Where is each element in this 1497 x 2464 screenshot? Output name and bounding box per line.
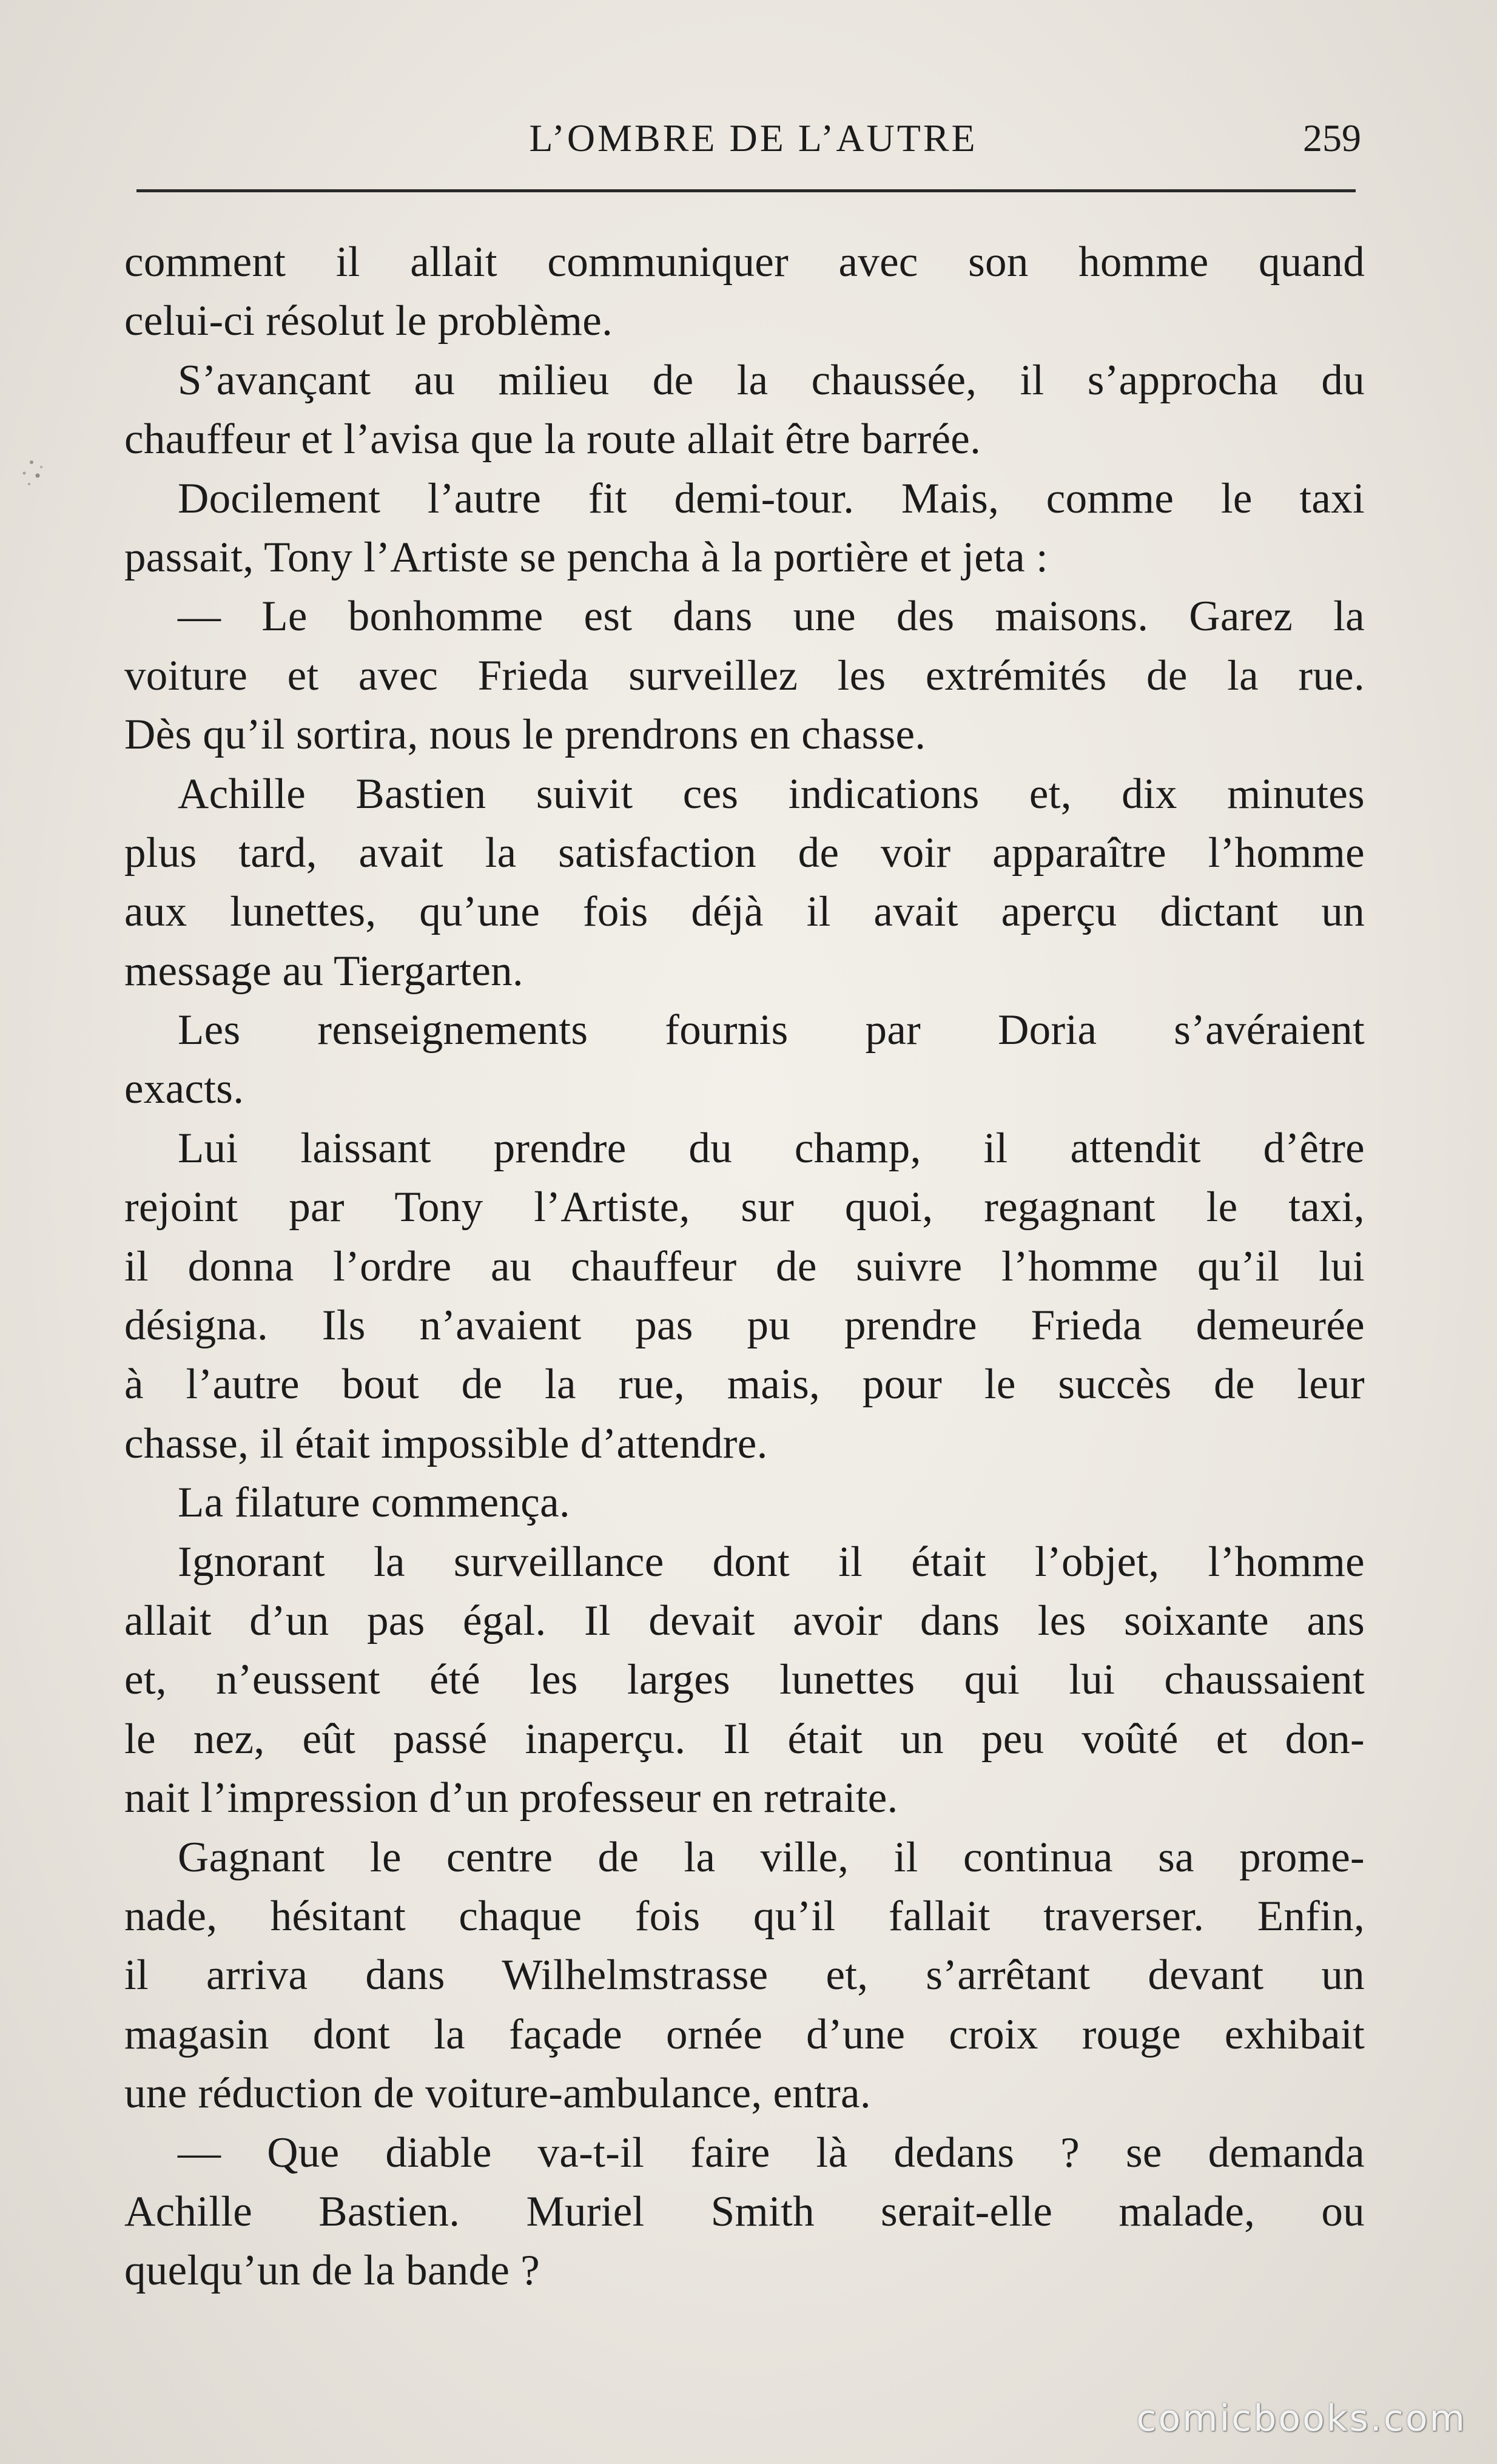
text-line: à l’autre bout de la rue, mais, pour le succès de leur [124, 1361, 1365, 1409]
text-line: il arriva dans Wilhelmstrasse et, s’arrêtant devant un [124, 1951, 1365, 1999]
text-line: nade, hésitant chaque fois qu’il fallait traverser. Enfin, [124, 1892, 1365, 1940]
text-line: comment il allait communiquer avec son homme quand [124, 238, 1365, 286]
text-line: aux lunettes, qu’une fois déjà il avait aperçu dictant un [124, 888, 1365, 936]
paper-blemish-icon [13, 449, 56, 497]
text-line: Docilement l’autre fit demi-tour. Mais, comme le taxi [178, 474, 1365, 522]
text-line: Achille Bastien. Muriel Smith serait-elle malade, ou [124, 2187, 1365, 2235]
text-line: Lui laissant prendre du champ, il attendit d’être [178, 1124, 1365, 1172]
page-number: 259 [1303, 116, 1361, 160]
text-line: quelqu’un de la bande ? [124, 2247, 540, 2295]
text-line: Dès qu’il sortira, nous le prendrons en chasse. [124, 711, 926, 759]
text-line: magasin dont la façade ornée d’une croix rouge exhibait [124, 2010, 1365, 2058]
text-line: passait, Tony l’Artiste se pencha à la portière et jeta : [124, 533, 1048, 581]
text-line: plus tard, avait la satisfaction de voir apparaître l’homme [124, 829, 1365, 877]
text-line: S’avançant au milieu de la chaussée, il s’approcha du [178, 356, 1365, 404]
body-text [124, 233, 1365, 2301]
running-header [135, 102, 1372, 175]
text-line: La filature commença. [178, 1479, 570, 1527]
text-line: chauffeur et l’avisa que la route allait être barrée. [124, 416, 981, 463]
watermark-text: comicbooks.com [1136, 2397, 1467, 2440]
text-line: et, n’eussent été les larges lunettes qui lui chaussaient [124, 1656, 1365, 1704]
text-line: Achille Bastien suivit ces indications et, dix minutes [178, 770, 1365, 818]
text-line: allait d’un pas égal. Il devait avoir dans les soixante ans [124, 1597, 1365, 1644]
running-title: L’OMBRE DE L’AUTRE [529, 116, 978, 160]
text-line: nait l’impression d’un professeur en retraite. [124, 1774, 898, 1822]
text-line: rejoint par Tony l’Artiste, sur quoi, regagnant le taxi, [124, 1183, 1365, 1231]
text-line: message au Tiergarten. [124, 947, 523, 995]
text-line: il donna l’ordre au chauffeur de suivre l’homme qu’il lui [124, 1242, 1365, 1290]
text-line: — Que diable va-t-il faire là dedans ? se demanda [178, 2129, 1365, 2176]
text-line: exacts. [124, 1065, 244, 1113]
text-line: désigna. Ils n’avaient pas pu prendre Frieda demeurée [124, 1302, 1365, 1350]
text-line: — Le bonhomme est dans une des maisons. Garez la [178, 593, 1365, 641]
text-line: voiture et avec Frieda surveillez les extrémités de la rue. [124, 651, 1365, 699]
text-line: le nez, eût passé inaperçu. Il était un peu voûté et don- [124, 1715, 1365, 1763]
text-line: Ignorant la surveillance dont il était l’objet, l’homme [178, 1538, 1365, 1586]
text-line: chasse, il était impossible d’attendre. [124, 1419, 768, 1467]
text-line: une réduction de voiture-ambulance, entra. [124, 2070, 871, 2118]
header-rule [136, 189, 1356, 192]
text-line: Les renseignements fournis par Doria s’avéraient [178, 1006, 1365, 1054]
text-line: celui-ci résolut le problème. [124, 297, 613, 345]
text-line: Gagnant le centre de la ville, il continua sa prome- [178, 1833, 1365, 1881]
